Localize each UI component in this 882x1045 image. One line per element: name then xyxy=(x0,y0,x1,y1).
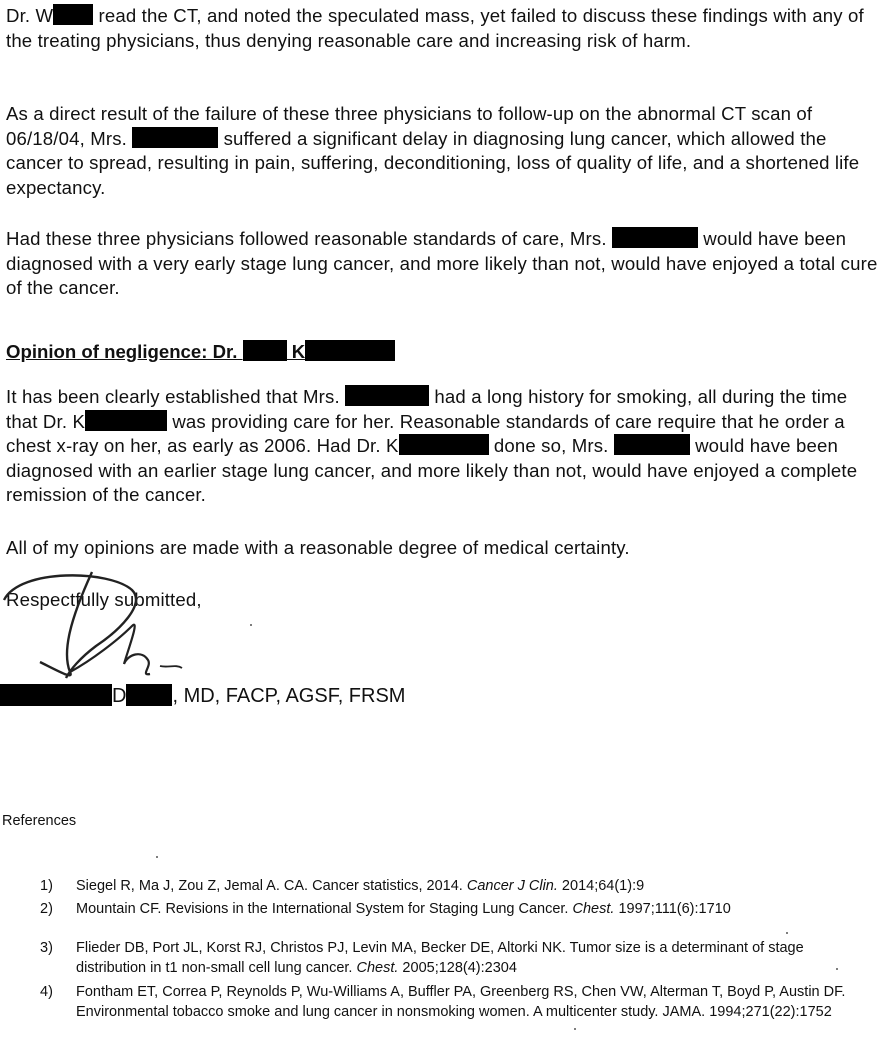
p2-text-a: As a direct result of the failure of these three physicians to follow-up on the abnormal CT scan of 06/18/04, Mrs. xyxy=(6,103,813,149)
scan-speck xyxy=(250,624,252,626)
signature-initial: D xyxy=(112,685,127,707)
scan-speck xyxy=(156,856,158,858)
redaction-box xyxy=(126,684,172,706)
scan-speck xyxy=(574,1028,576,1030)
reference-text xyxy=(76,900,856,920)
reference-authors: Fontham ET, Correa P, Reynolds P, Wu-Williams A, Buffler PA, Greenberg RS, Chen VW, Alterman T, Boyd P, Austin DF. Environmental tobacco smoke and lung cancer in nonsmoking women. A multicenter study. JAMA. 1994;271(22):1752 xyxy=(76,984,846,1020)
reference-citation: 1997;111(6):1710 xyxy=(614,901,731,917)
redaction-box xyxy=(53,4,93,25)
redaction-box xyxy=(612,227,698,248)
redaction-box xyxy=(0,684,112,706)
signature-credentials: , MD, FACP, AGSF, FRSM xyxy=(172,685,406,707)
paragraph-3 xyxy=(6,227,878,301)
reference-text xyxy=(76,877,856,897)
p2-text-b: suffered a significant delay in diagnosing lung cancer, which allowed the cancer to spread, resulting in pain, suffering, deconditioning, loss of quality of life, and a shortened life expectancy. xyxy=(6,127,860,198)
redaction-box xyxy=(614,434,690,455)
reference-text xyxy=(76,939,856,978)
paragraph-4 xyxy=(6,385,878,508)
p4-text-c: was providing care for her. Reasonable standards of care require that he order a chest x-ray on her, as early as 2006. Had Dr. K xyxy=(6,410,845,456)
p1-text-b: read the CT, and noted the speculated mass, yet failed to discuss these findings with any of the treating physicians, thus denying reasonable care and increasing risk of harm. xyxy=(6,5,864,51)
signature-block xyxy=(0,684,405,708)
p3-text-a: Had these three physicians followed reasonable standards of care, Mrs. xyxy=(6,228,612,249)
reference-journal: Cancer J Clin. xyxy=(466,878,558,894)
paragraph-5: All of my opinions are made with a reasonable degree of medical certainty. xyxy=(6,537,630,558)
heading-text-b: K xyxy=(286,341,306,362)
closing-line: Respectfully submitted, xyxy=(6,589,202,610)
reference-citation: 2014;64(1):9 xyxy=(557,878,645,894)
reference-number: 1) xyxy=(40,878,53,894)
reference-number: 3) xyxy=(40,940,53,956)
redaction-box xyxy=(243,340,287,361)
reference-journal: Chest. xyxy=(572,901,615,917)
references-title: References xyxy=(2,813,77,829)
p1-text-a: Dr. W xyxy=(6,5,54,26)
p4-text-d: done so, Mrs. xyxy=(488,435,614,456)
p4-text-a: It has been clearly established that Mrs. xyxy=(6,386,346,407)
p4-text-e: would have been diagnosed with an earlier stage lung cancer, and more likely than not, would have enjoyed a complete remission of the cancer. xyxy=(6,435,858,505)
reference-citation: 2005;128(4):2304 xyxy=(398,959,517,976)
reference-text xyxy=(76,983,856,1022)
reference-authors: Flieder DB, Port JL, Korst RJ, Christos PJ, Levin MA, Becker DE, Altorki NK. Tumor size is a determinant of stage distribution in t1 non-small cell lung cancer. xyxy=(76,940,804,976)
redaction-box xyxy=(345,385,429,406)
reference-authors: Mountain CF. Revisions in the International System for Staging Lung Cancer. xyxy=(76,901,573,917)
section-heading xyxy=(6,340,395,364)
handwritten-signature xyxy=(0,560,240,700)
redaction-box xyxy=(399,434,489,455)
redaction-box xyxy=(132,127,218,148)
reference-number: 2) xyxy=(40,901,53,917)
p4-text-b: had a long history for smoking, all during the time that Dr. K xyxy=(6,386,848,432)
paragraph-1 xyxy=(6,4,878,53)
paragraph-2 xyxy=(6,102,878,200)
redaction-box xyxy=(305,340,395,361)
heading-text-a: Opinion of negligence: Dr. xyxy=(6,341,243,362)
p3-text-b: would have been diagnosed with a very early stage lung cancer, and more likely than not, would have enjoyed a total cure of the cancer. xyxy=(6,228,878,298)
redaction-box xyxy=(85,410,167,431)
reference-journal: Chest. xyxy=(356,959,399,976)
reference-number: 4) xyxy=(40,984,53,1000)
scan-speck xyxy=(786,932,788,934)
reference-authors: Siegel R, Ma J, Zou Z, Jemal A. CA. Cancer statistics, 2014. xyxy=(76,878,467,894)
scan-speck xyxy=(836,968,838,970)
